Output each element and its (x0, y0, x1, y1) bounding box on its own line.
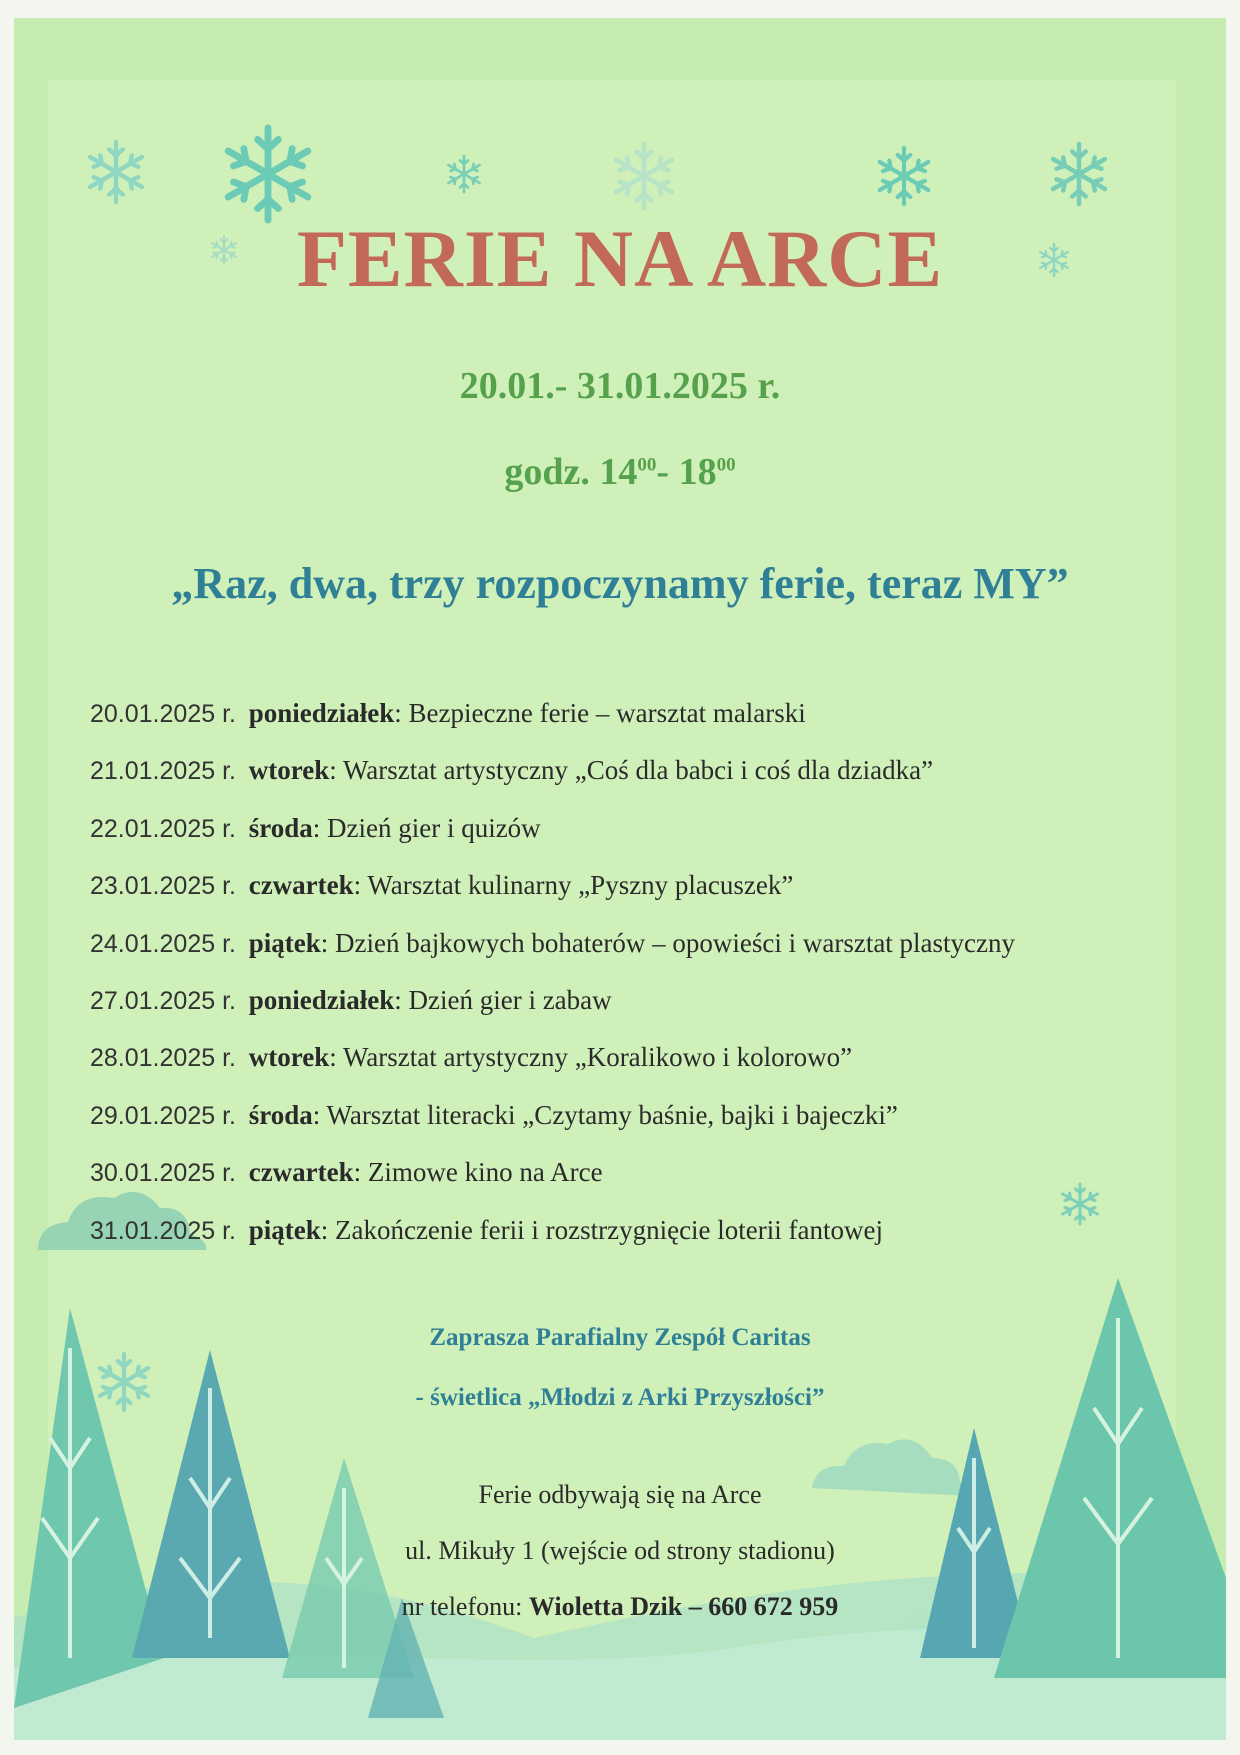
snowflake-icon (448, 156, 479, 192)
snowflake-icon (1053, 144, 1105, 204)
schedule-item (90, 755, 1015, 812)
schedule-activity: : Warsztat kulinarny „Pyszny placuszek” (353, 870, 794, 901)
schedule-activity: : Bezpieczne ferie – warsztat malarski (394, 698, 806, 728)
inviter-line-2: - świetlica „Młodzi z Arki Przyszłości” (415, 1384, 825, 1411)
schedule-item (90, 698, 1015, 755)
hours-end: - 18 (656, 451, 717, 493)
hours-end-minutes: 00 (716, 454, 736, 476)
schedule-activity: : Zimowe kino na Arce (353, 1157, 603, 1188)
schedule-activity: : Zakończenie ferii i rozstrzygnięcie loterii fantowej (320, 1214, 883, 1245)
schedule-date: 23.01.2025 r. (90, 872, 236, 901)
schedule-day: poniedziałek (248, 698, 395, 728)
schedule-date: 21.01.2025 r. (90, 757, 236, 786)
snowflake-icon (1063, 1184, 1098, 1224)
schedule-day: środa (248, 812, 313, 843)
schedule-day: piątek (248, 1214, 321, 1245)
schedule-list (90, 698, 1015, 1272)
schedule-activity: : Dzień gier i quizów (312, 812, 541, 843)
schedule-day: czwartek (248, 1157, 354, 1188)
schedule-date: 27.01.2025 r. (90, 986, 236, 1015)
schedule-activity: : Dzień bajkowych bohaterów – opowieści i warsztat plastyczny (320, 927, 1016, 958)
schedule-activity: : Warsztat artystyczny „Koralikowo i kolorowo” (329, 1042, 853, 1073)
schedule-date: 31.01.2025 r. (90, 1216, 236, 1245)
slogan: „Raz, dwa, trzy rozpoczynamy ferie, teraz MY” (171, 559, 1069, 608)
schedule-item (90, 1042, 1015, 1099)
phone-label: nr telefonu: (401, 1592, 529, 1621)
schedule-activity: : Warsztat artystyczny „Coś dla babci i coś dla dziadka” (329, 755, 934, 786)
schedule-day: środa (248, 1099, 313, 1130)
snowflake-icon (616, 144, 671, 208)
schedule-item (90, 1215, 1015, 1272)
snowflake-icon (90, 142, 142, 202)
schedule-date: 28.01.2025 r. (90, 1044, 236, 1073)
schedule-activity: : Dzień gier i zabaw (394, 984, 612, 1015)
schedule-item (90, 1100, 1015, 1157)
location-line: Ferie odbywają się na Arce (478, 1480, 762, 1509)
snowflake-icon (880, 148, 928, 204)
schedule-day: czwartek (248, 870, 354, 901)
schedule-activity: : Warsztat literacki „Czytamy baśnie, bajki i bajeczki” (312, 1099, 898, 1130)
address-line: ul. Mikuły 1 (wejście od strony stadionu) (405, 1536, 835, 1565)
schedule-date: 22.01.2025 r. (90, 814, 236, 843)
schedule-day: wtorek (248, 755, 330, 786)
event-dates: 20.01.- 31.01.2025 r. (459, 365, 781, 407)
schedule-item (90, 870, 1015, 927)
schedule-date: 30.01.2025 r. (90, 1159, 236, 1188)
inviter-line-1: Zaprasza Parafialny Zespół Caritas (429, 1324, 811, 1351)
schedule-item (90, 928, 1015, 985)
poster-title: FERIE NA ARCE (296, 213, 944, 304)
phone-line (14, 1592, 1226, 1622)
schedule-date: 24.01.2025 r. (90, 929, 236, 958)
hours-start: godz. 14 (504, 451, 638, 493)
schedule-item (90, 1157, 1015, 1214)
schedule-day: piątek (248, 927, 321, 958)
schedule-date: 20.01.2025 r. (90, 700, 236, 728)
schedule-day: wtorek (248, 1042, 330, 1073)
snowflake-icon (228, 128, 308, 220)
schedule-day: poniedziałek (248, 984, 395, 1015)
hours-start-minutes: 00 (637, 454, 657, 476)
event-hours (14, 450, 1226, 494)
schedule-item (90, 813, 1015, 870)
schedule-date: 29.01.2025 r. (90, 1101, 236, 1130)
phone-contact: Wioletta Dzik – 660 672 959 (528, 1592, 839, 1621)
schedule-item (90, 985, 1015, 1042)
poster-sheet (14, 18, 1226, 1740)
